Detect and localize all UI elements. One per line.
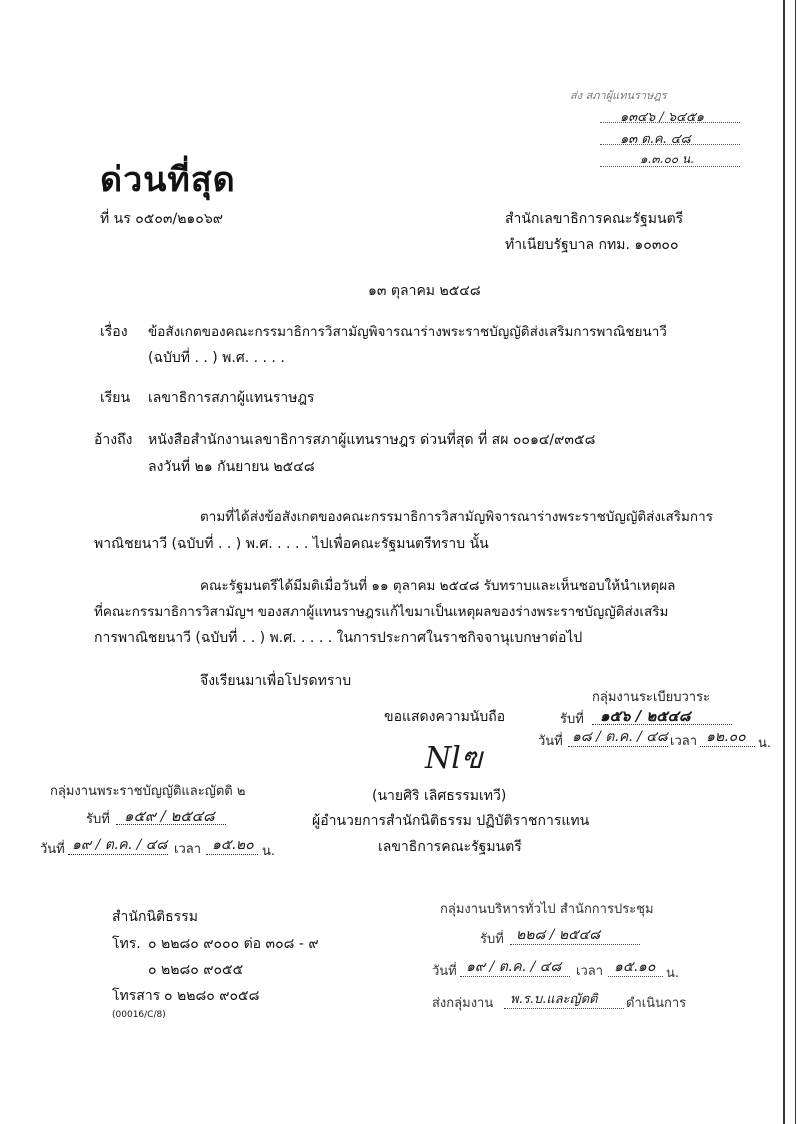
agenda-stamp-time-label: เวลา — [670, 734, 698, 749]
top-receiving-stamp — [540, 86, 760, 186]
body-paragraph2-line1: คณะรัฐมนตรีได้มีมติเมื่อวันที่ ๑๑ ตุลาคม ๒๕๔๘ รับทราบและเห็นชอบให้นำเหตุผล — [200, 578, 676, 594]
admin-stamp-forward-value: พ.ร.บ.และญัตติ — [510, 992, 598, 1007]
top-stamp-line1: ส่ง สภาผู้แทนราษฎร — [570, 89, 667, 102]
admin-stamp-recv-value: ๒๒๘ / ๒๕๔๘ — [516, 927, 601, 943]
footer-fax-label: โทรสาร — [112, 988, 161, 1004]
admin-stamp-unit: น. — [666, 966, 680, 981]
admin-stamp-recv-label: รับที่ — [480, 932, 504, 947]
admin-stamp-forward-suffix: ดำเนินการ — [626, 996, 687, 1011]
sender-address: ทำเนียบรัฐบาล กทม. ๑๐๓๐๐ — [505, 237, 679, 253]
admin-stamp-title: กลุ่มงานบริหารทั่วไป สำนักการประชุม — [440, 902, 654, 917]
bill-stamp-recv-value: ๑๕๙ / ๒๕๔๘ — [124, 807, 215, 825]
body-paragraph2-line3: การพาณิชยนาวี (ฉบับที่ . . ) พ.ศ. . . . . ในการประกาศในราชกิจจานุเบกษาต่อไป — [94, 630, 583, 646]
top-stamp-line4: ๑.๓.๐๐ น. — [640, 152, 694, 166]
footer-tel-label: โทร. — [112, 936, 141, 952]
body-paragraph1-line1: ตามที่ได้ส่งข้อสังเกตของคณะกรรมาธิการวิสามัญพิจารณาร่างพระราชบัญญัติส่งเสริมการ — [200, 509, 713, 525]
signature: Nlฃ — [425, 741, 483, 776]
signer-title2: เลขาธิการคณะรัฐมนตรี — [378, 839, 522, 855]
subject-label: เรื่อง — [100, 324, 128, 340]
bill-stamp-date-value: ๑๙ / ต.ค. / ๔๘ — [72, 837, 168, 853]
admin-stamp-forward-label: ส่งกลุ่มงาน — [432, 996, 494, 1011]
bill-stamp-unit: น. — [262, 844, 276, 859]
subject-line1: ข้อสังเกตของคณะกรรมาธิการวิสามัญพิจารณาร่างพระราชบัญญัติส่งเสริมการพาณิชยนาวี — [148, 324, 667, 340]
footer-tel2: ๐ ๒๒๘๐ ๙๐๕๕ — [148, 962, 244, 978]
footer-code: (00016/C/8) — [112, 1010, 166, 1020]
urgent-heading: ด่วนที่สุด — [100, 160, 236, 200]
agenda-stamp-title: กลุ่มงานระเบียบวาระ — [592, 690, 711, 705]
admin-stamp-date-label: วันที่ — [432, 964, 457, 979]
footer-tel1: ๐ ๒๒๘๐ ๙๐๐๐ ต่อ ๓๐๘ - ๙ — [148, 936, 319, 952]
agenda-stamp-recv-value: ๑๕๖ / ๒๕๔๘ — [600, 707, 691, 725]
recipient-label: เรียน — [100, 390, 131, 406]
admin-stamp-date-value: ๑๙ / ต.ค. / ๔๘ — [466, 959, 562, 975]
reference-label: อ้างถึง — [94, 432, 133, 448]
agenda-stamp-time-value: ๑๒.๐๐ — [706, 729, 746, 745]
document-date: ๑๓ ตุลาคม ๒๕๔๘ — [368, 283, 481, 299]
agenda-receiving-stamp — [530, 686, 780, 766]
bill-stamp-date-label: วันที่ — [40, 842, 65, 857]
subject-line2: (ฉบับที่ . . ) พ.ศ. . . . . — [148, 350, 285, 366]
agenda-stamp-unit: น. — [758, 736, 772, 751]
body-paragraph1-line2: พาณิชยนาวี (ฉบับที่ . . ) พ.ศ. . . . . ไปเพื่อคณะรัฐมนตรีทราบ นั้น — [94, 536, 489, 552]
footer-fax: ๐ ๒๒๘๐ ๙๐๕๘ — [164, 988, 260, 1004]
reference-line2: ลงวันที่ ๒๑ กันยายน ๒๕๔๘ — [148, 459, 315, 475]
signer-title: ผู้อำนวยการสำนักนิติธรรม ปฏิบัติราชการแทน — [312, 813, 590, 829]
bill-receiving-stamp — [40, 780, 300, 870]
recipient-value: เลขาธิการสภาผู้แทนราษฎร — [148, 390, 315, 406]
admin-stamp-time-label: เวลา — [576, 964, 604, 979]
agenda-stamp-date-label: วันที่ — [538, 734, 563, 749]
admin-stamp-time-value: ๑๕.๑๐ — [614, 959, 656, 975]
footer-office: สำนักนิติธรรม — [112, 909, 198, 925]
scan-edge-line — [783, 0, 785, 1124]
sender-office: สำนักเลขาธิการคณะรัฐมนตรี — [505, 211, 684, 227]
admin-receiving-stamp — [400, 898, 700, 1013]
body-paragraph3: จึงเรียนมาเพื่อโปรดทราบ — [200, 673, 352, 689]
agenda-stamp-date-value: ๑๘ / ต.ค. / ๔๘ — [572, 729, 668, 745]
reference-line1: หนังสือสำนักงานเลขาธิการสภาผู้แทนราษฎร ด่วนที่สุด ที่ สผ ๐๐๑๔/๙๓๕๘ — [148, 432, 596, 448]
bill-stamp-time-value: ๑๕.๒๐ — [212, 837, 254, 853]
scan-edge-line — [795, 0, 796, 1124]
body-paragraph2-line2: ที่คณะกรรมาธิการวิสามัญฯ ของสภาผู้แทนราษฎรแก้ไขมาเป็นเหตุผลของร่างพระราชบัญญัติส่งเสริม — [94, 604, 669, 620]
agenda-stamp-recv-label: รับที่ — [560, 712, 584, 727]
closing-text: ขอแสดงความนับถือ — [384, 709, 506, 725]
bill-stamp-recv-label: รับที่ — [86, 812, 110, 827]
bill-stamp-title: กลุ่มงานพระราชบัญญัติและญัตติ ๒ — [50, 784, 246, 799]
top-stamp-line2: ๑๓๔๖ / ๖๔๕๑ — [620, 110, 705, 125]
document-number: ที่ นร ๐๕๐๓/๒๑๐๖๙ — [100, 211, 223, 227]
signer-name: (นายศิริ เลิศธรรมเทวี) — [372, 788, 507, 804]
bill-stamp-time-label: เวลา — [174, 842, 202, 857]
top-stamp-line3: ๑๓ ต.ค. ๔๘ — [620, 132, 691, 147]
